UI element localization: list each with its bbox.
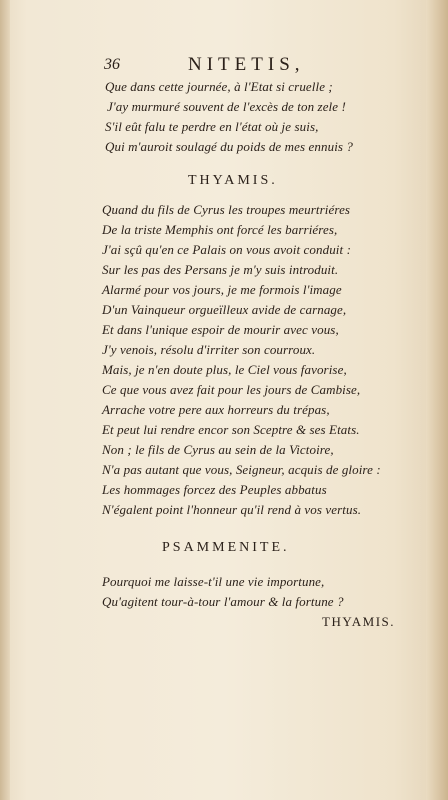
verse-line: N'a pas autant que vous, Seigneur, acquis de gloire : [102,462,381,477]
verse-line: Pourquoi me laisse-t'il une vie importune, [102,574,325,589]
verse-line: Et peut lui rendre encor son Sceptre & ses Etats. [102,422,360,437]
verse-block-3 [102,572,402,616]
verse-line: Sur les pas des Persans je m'y suis introduit. [102,262,339,277]
verse-line: Arrache votre pere aux horreurs du trépas, [102,402,330,417]
verse-line: N'égalent point l'honneur qu'il rend à vos vertus. [102,502,362,517]
page-edge [426,0,448,800]
verse-line: Quand du fils de Cyrus les troupes meurtriéres [102,202,351,217]
verse-line: Que dans cette journée, à l'Etat si cruelle ; [105,79,333,94]
verse-line: Et dans l'unique espoir de mourir avec vous, [102,322,339,337]
running-title: NITETIS, [188,54,305,75]
verse-line: J'y venois, résolu d'irriter son courroux. [102,342,316,357]
catchword: THYAMIS. [322,614,396,629]
page-number: 36 [104,56,120,73]
page-gutter-shadow [0,0,10,800]
verse-line: De la triste Memphis ont forcé les barriéres, [102,222,338,237]
verse-block-2 [102,200,422,530]
verse-line: Non ; le fils de Cyrus au sein de la Victoire, [102,442,334,457]
verse-line: Qu'agitent tour-à-tour l'amour & la fortune ? [102,594,344,609]
verse-line: Mais, je n'en doute plus, le Ciel vous favorise, [102,362,347,377]
speaker-heading: THYAMIS. [188,173,278,188]
verse-line: Ce que vous avez fait pour les jours de Cambise, [102,382,361,397]
verse-line: J'ai sçû qu'en ce Palais on vous avoit conduit : [102,242,352,257]
verse-line: Les hommages forcez des Peuples abbatus [102,482,327,497]
verse-line: Alarmé pour vos jours, je me formois l'image [102,282,342,297]
verse-line: D'un Vainqueur orgueïlleux avide de carnage, [102,302,347,317]
verse-block-1 [105,77,405,161]
verse-line: S'il eût falu te perdre en l'état où je suis, [105,119,319,134]
verse-line: Qui m'auroit soulagé du poids de mes ennuis ? [105,139,354,154]
verse-line: J'ay murmuré souvent de l'excès de ton zele ! [107,99,346,114]
speaker-heading: PSAMMENITE. [162,540,290,555]
